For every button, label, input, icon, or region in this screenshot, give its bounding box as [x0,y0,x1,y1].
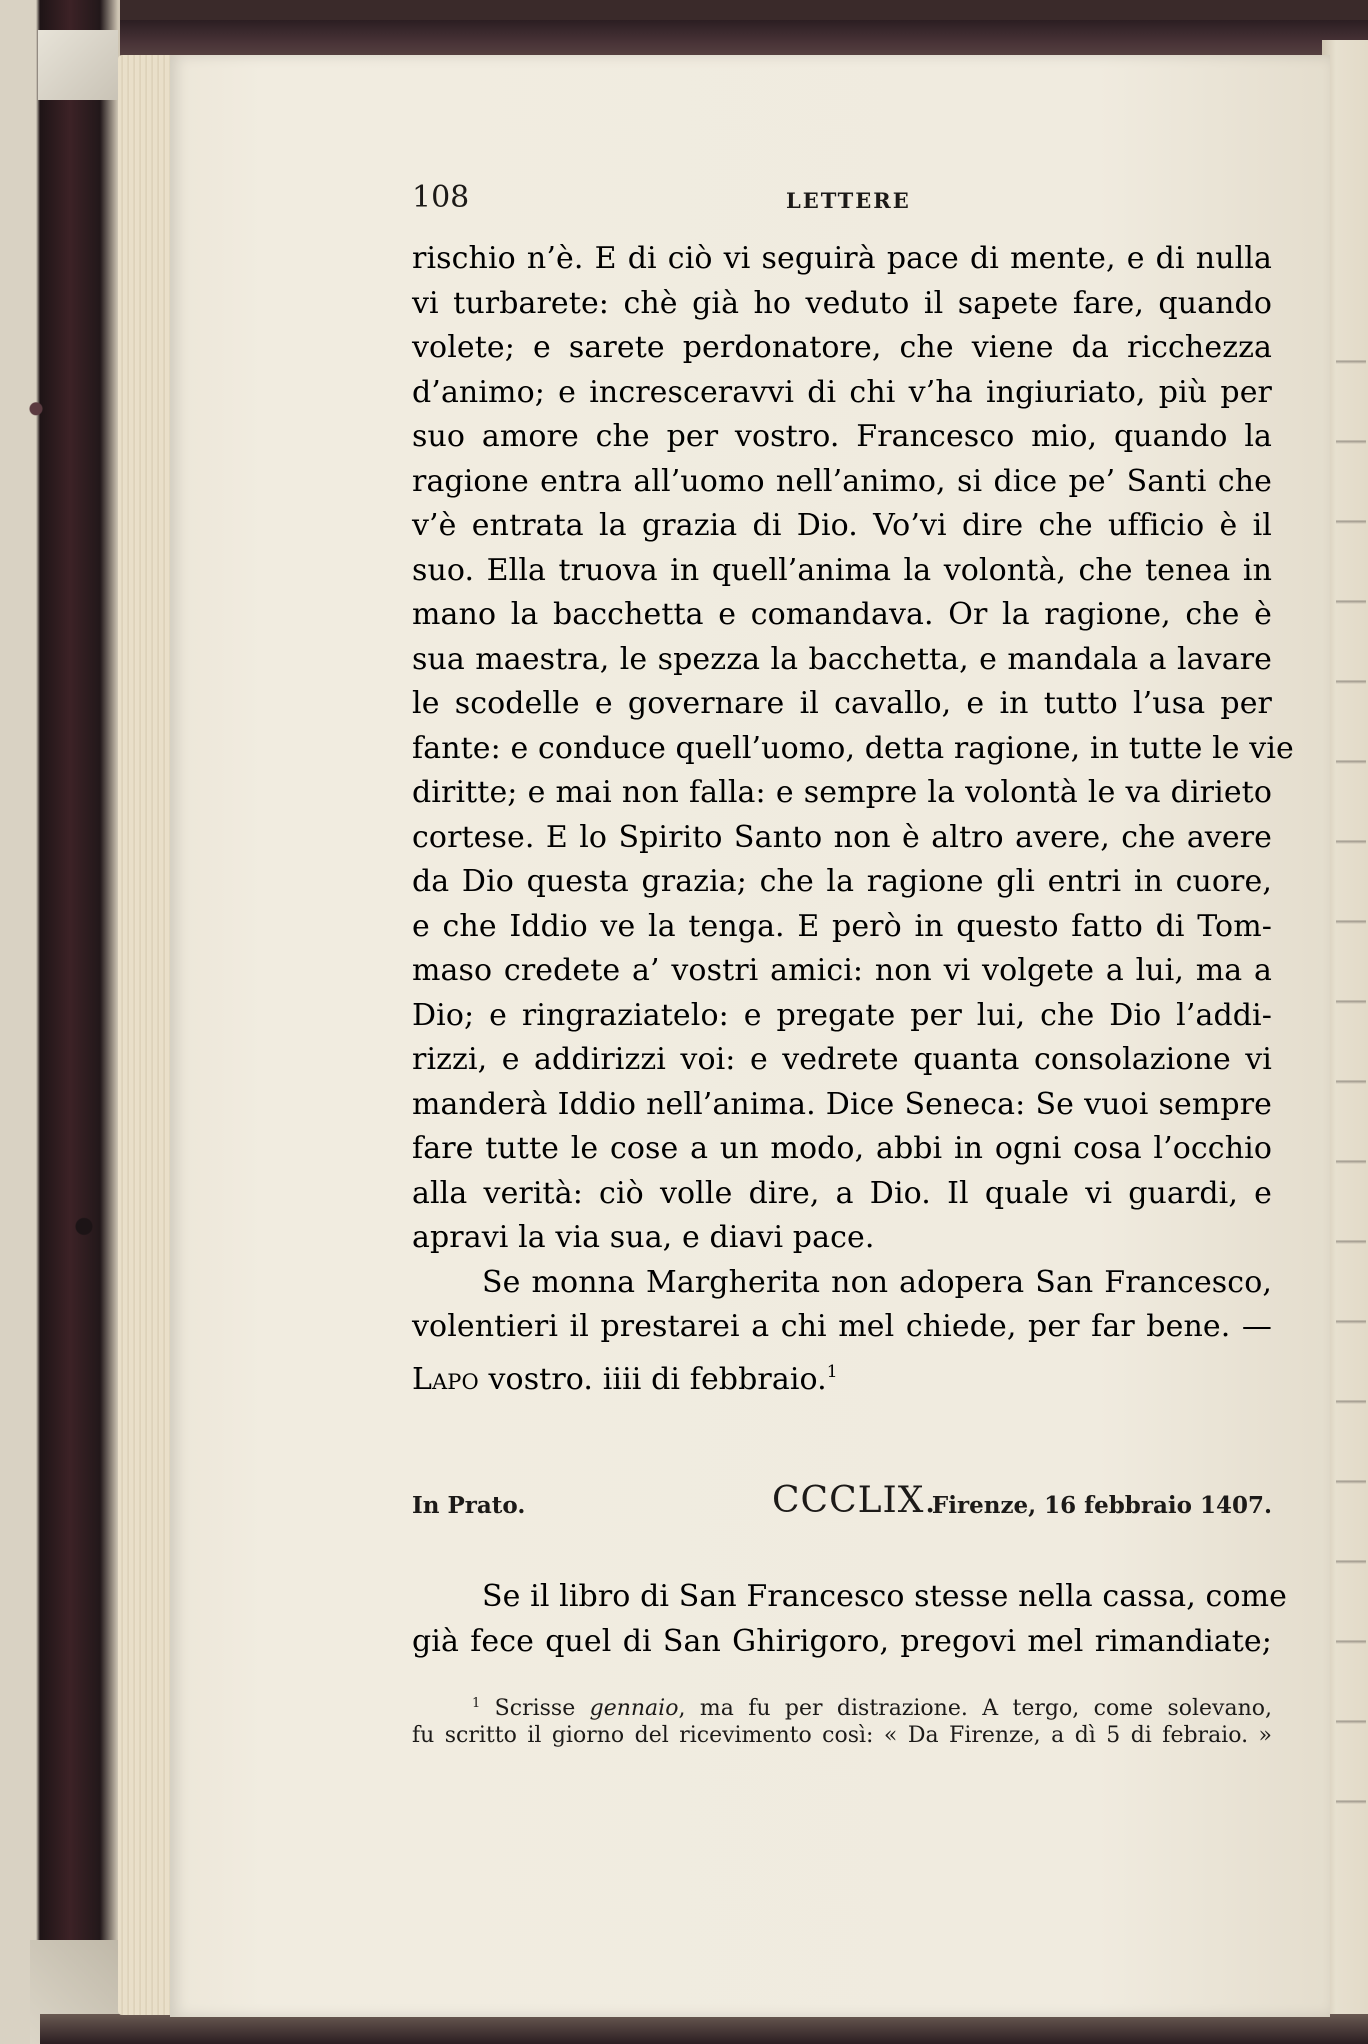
text-line: già fece quel di San Ghirigoro, pregovi mel rimandiate; [412,1623,1272,1659]
text-line: apravi la via sua, e diavi pace. [412,1220,875,1255]
text-line: vi turbarete: chè già ho veduto il sapete fare, quando [412,285,1272,321]
book-binding-bottom [40,2014,1368,2044]
text-line: volentieri il prestarei a chi mel chiede, per far bene. — [412,1309,1272,1344]
text-line: suo amore che per vostro. Francesco mio, quando la [412,419,1272,454]
text-line: diritte; e mai non falla: e sempre la volontà le va dirieto [412,775,1272,810]
footnote-reference: 1 [826,1361,838,1382]
footnotes [412,1688,1272,1752]
running-head: LETTERE [786,188,911,213]
text-line: sua maestra, le spezza la bacchetta, e mandala a lavare [412,641,1272,677]
text-line: suo. Ella truova in quell’anima la volontà, che tenea in [412,552,1272,588]
text-line: alla verità: ciò volle dire, a Dio. Il quale vi guardi, e [412,1175,1272,1211]
text-line: Dio; e ringraziatelo: e pregate per lui, che Dio l’addi- [412,997,1272,1033]
book-binding-left [0,0,120,2044]
text-line: rischio n’è. E di ciò vi seguirà pace di mente, e di nulla [412,241,1272,276]
text-line: le scodelle e governare il cavallo, e in tutto l’usa per [412,686,1272,721]
text-line: ragione entra all’uomo nell’animo, si dice pe’ Santi che [412,463,1272,499]
footnote-line: fu scritto il giorno del ricevimento così: « Da Firenze, a dì 5 di febraio. » [412,1723,1272,1748]
letter-date: Firenze, 16 febbraio 1407. [931,1492,1272,1519]
text-line: fare tutte le cose a un modo, abbi in ogni cosa l’occhio [412,1131,1272,1166]
text-line: e che Iddio ve la tenga. E però in questo fatto di Tom- [412,908,1272,944]
letter-heading [412,1480,1272,1530]
text-line: Se monna Margherita non adopera San Francesco, [482,1264,1272,1300]
signature-date: vostro. iiii di febbraio. [478,1361,827,1397]
page-stack-edge [118,55,178,2015]
text-line: d’animo; e incresceravvi di chi v’ha ingiuriato, più per [412,374,1272,410]
page-header [412,180,1272,220]
book-corner-top [38,30,118,100]
text-line: volete; e sarete perdonatore, che viene da ricchezza [412,330,1272,365]
signature-line [412,1350,1272,1395]
footnote-line [412,1688,1272,1720]
letter-number: CCCLIX. [772,1480,937,1521]
footnote-mark: 1 [472,1696,481,1711]
text-line: maso credete a’ vostri amici: non vi volgete a lui, ma a [412,953,1272,988]
footnote-text-pre: Scrisse [480,1696,590,1721]
page-number: 108 [412,180,470,215]
text-line: fante: e conduce quell’uomo, detta ragione, in tutte le vie [412,730,1294,766]
text-line: mano la bacchetta e comandava. Or la ragione, che è [412,597,1272,632]
signature-name: Lapo [412,1361,479,1397]
letter-text-continued [412,237,1294,1397]
text-line: Se il libro di San Francesco stesse nella cassa, come [482,1579,1288,1614]
footnote-italic-word: gennaio [589,1696,679,1721]
text-line: da Dio questa grazia; che la ragione gli entri in cuore, [412,864,1272,899]
text-line: cortese. E lo Spirito Santo non è altro avere, che avere [412,819,1272,855]
letter-recipient-place: In Prato. [412,1492,526,1519]
text-line: rizzi, e addirizzi voi: e vedrete quanta consolazione vi [412,1042,1272,1077]
facing-page-bleed [1336,320,1366,1820]
letter-body [412,1575,1288,1664]
text-line: manderà Iddio nell’anima. Dice Seneca: Se vuoi sempre [412,1086,1272,1122]
footnote-text-post: , ma fu per distrazione. A tergo, come solevano, [678,1696,1272,1721]
text-line: v’è entrata la grazia di Dio. Vo’vi dire che ufficio è il [412,508,1272,543]
